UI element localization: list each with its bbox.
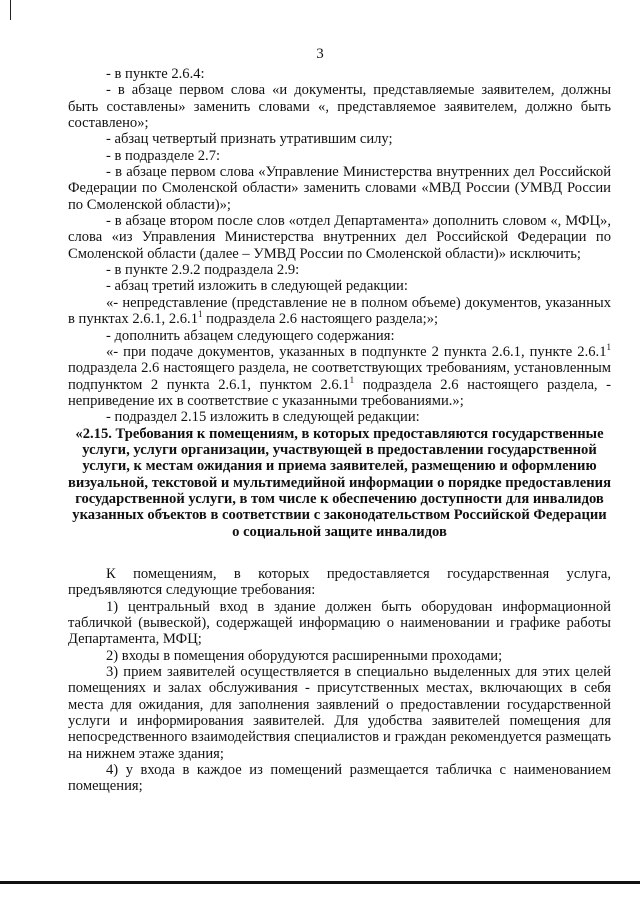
quoted-paragraph: «- непредставление (представление не в полном объеме) документов, указанных в пунктах 2.6.1, 2.6.1$^1$ подраздела 2.6 настоящего раздела;»;	[68, 294, 611, 328]
left-margin-mark	[10, 0, 11, 20]
requirement-item: 1) центральный вход в здание должен быть оборудован информационной табличкой (вывеской), содержащей информацию о наименовании и графике работы Департамента, МФЦ;	[68, 598, 611, 648]
amendment-subsection-2-7: - в подразделе 2.7:	[106, 147, 221, 164]
bottom-border	[0, 881, 640, 884]
amendment-point-2-6-4: - в пункте 2.6.4:	[106, 66, 205, 82]
quoted-paragraph: «- при подаче документов, указанных в подпункте 2 пункта 2.6.1, пункте 2.6.1$^1$ подраздела 2.6 настоящего раздела, не соответствующих требованиям, установленным подпунктом 2 пункта 2.6.1, пунктом 2.6.1$^1$ подраздела 2.6 настоящего раздела, - неприведение их в соответствие с указанными требованиями.»;	[68, 341, 612, 409]
amendment-paragraph: - абзац третий изложить в следующей редакции:	[106, 278, 408, 295]
amendment-paragraph: - дополнить абзацем следующего содержания:	[106, 327, 395, 344]
amendment-paragraph: - в абзаце первом слова «и документы, представляемые заявителем, должны быть составлены» заменить словами «, представляемое заявителем, должно быть составлено»;	[68, 82, 611, 132]
requirement-item: 2) входы в помещения оборудуются расширенными проходами;	[106, 647, 503, 664]
page-number: 3	[316, 46, 324, 62]
amendment-paragraph: - в абзаце первом слова «Управление Министерства внутренних дел Российской Федерации по Смоленской области» заменить словами «МВД России (УМВД России по Смоленской области)»;	[68, 164, 611, 213]
amendment-paragraph: - в абзаце втором после слов «отдел Департамента» дополнить словом «, МФЦ», слова «из Управления Министерства внутренних дел Российской Федерации по Смоленской области (далее – УМВД России по Смоленской области)» исключить;	[68, 213, 611, 262]
intro-paragraph: К помещениям, в которых предоставляется государственная услуга, предъявляются следующие требования:	[68, 565, 611, 599]
requirement-item: 4) у входа в каждое из помещений размещается табличка с наименованием помещения;	[68, 762, 611, 795]
amendment-point-2-9-2: - в пункте 2.9.2 подраздела 2.9:	[106, 262, 300, 279]
section-heading: «2.15. Требования к помещениям, в которых предоставляются государственные услуги, услуги организации, участвующей в предоставлении государственной услуги, к местам ожидания и приема заявителей, размещению и оформлению визуальной, текстовой и мультимедийной информации о порядке предоставления государственной услуги, в том числе к обеспечению доступности для инвалидов указанных объектов в соответствии с законодательством Российской Федерации о социальной защите инвалидов	[68, 425, 611, 540]
amendment-subsection-2-15: - подраздел 2.15 изложить в следующей редакции:	[106, 409, 420, 426]
amendment-paragraph: - абзац четвертый признать утратившим силу;	[106, 131, 393, 148]
document-body	[68, 66, 611, 795]
requirement-item: 3) прием заявителей осуществляется в специально выделенных для этих целей помещениях и залах обслуживания - присутственных местах, включающих в себя места для ожидания, для заполнения заявлений о предоставлении государственной услуги и информирования заявителей. Для удобства заявителей помещения для непосредственного взаимодействия специалистов и граждан рекомендуется размещать на нижнем этаже здания;	[68, 664, 611, 762]
